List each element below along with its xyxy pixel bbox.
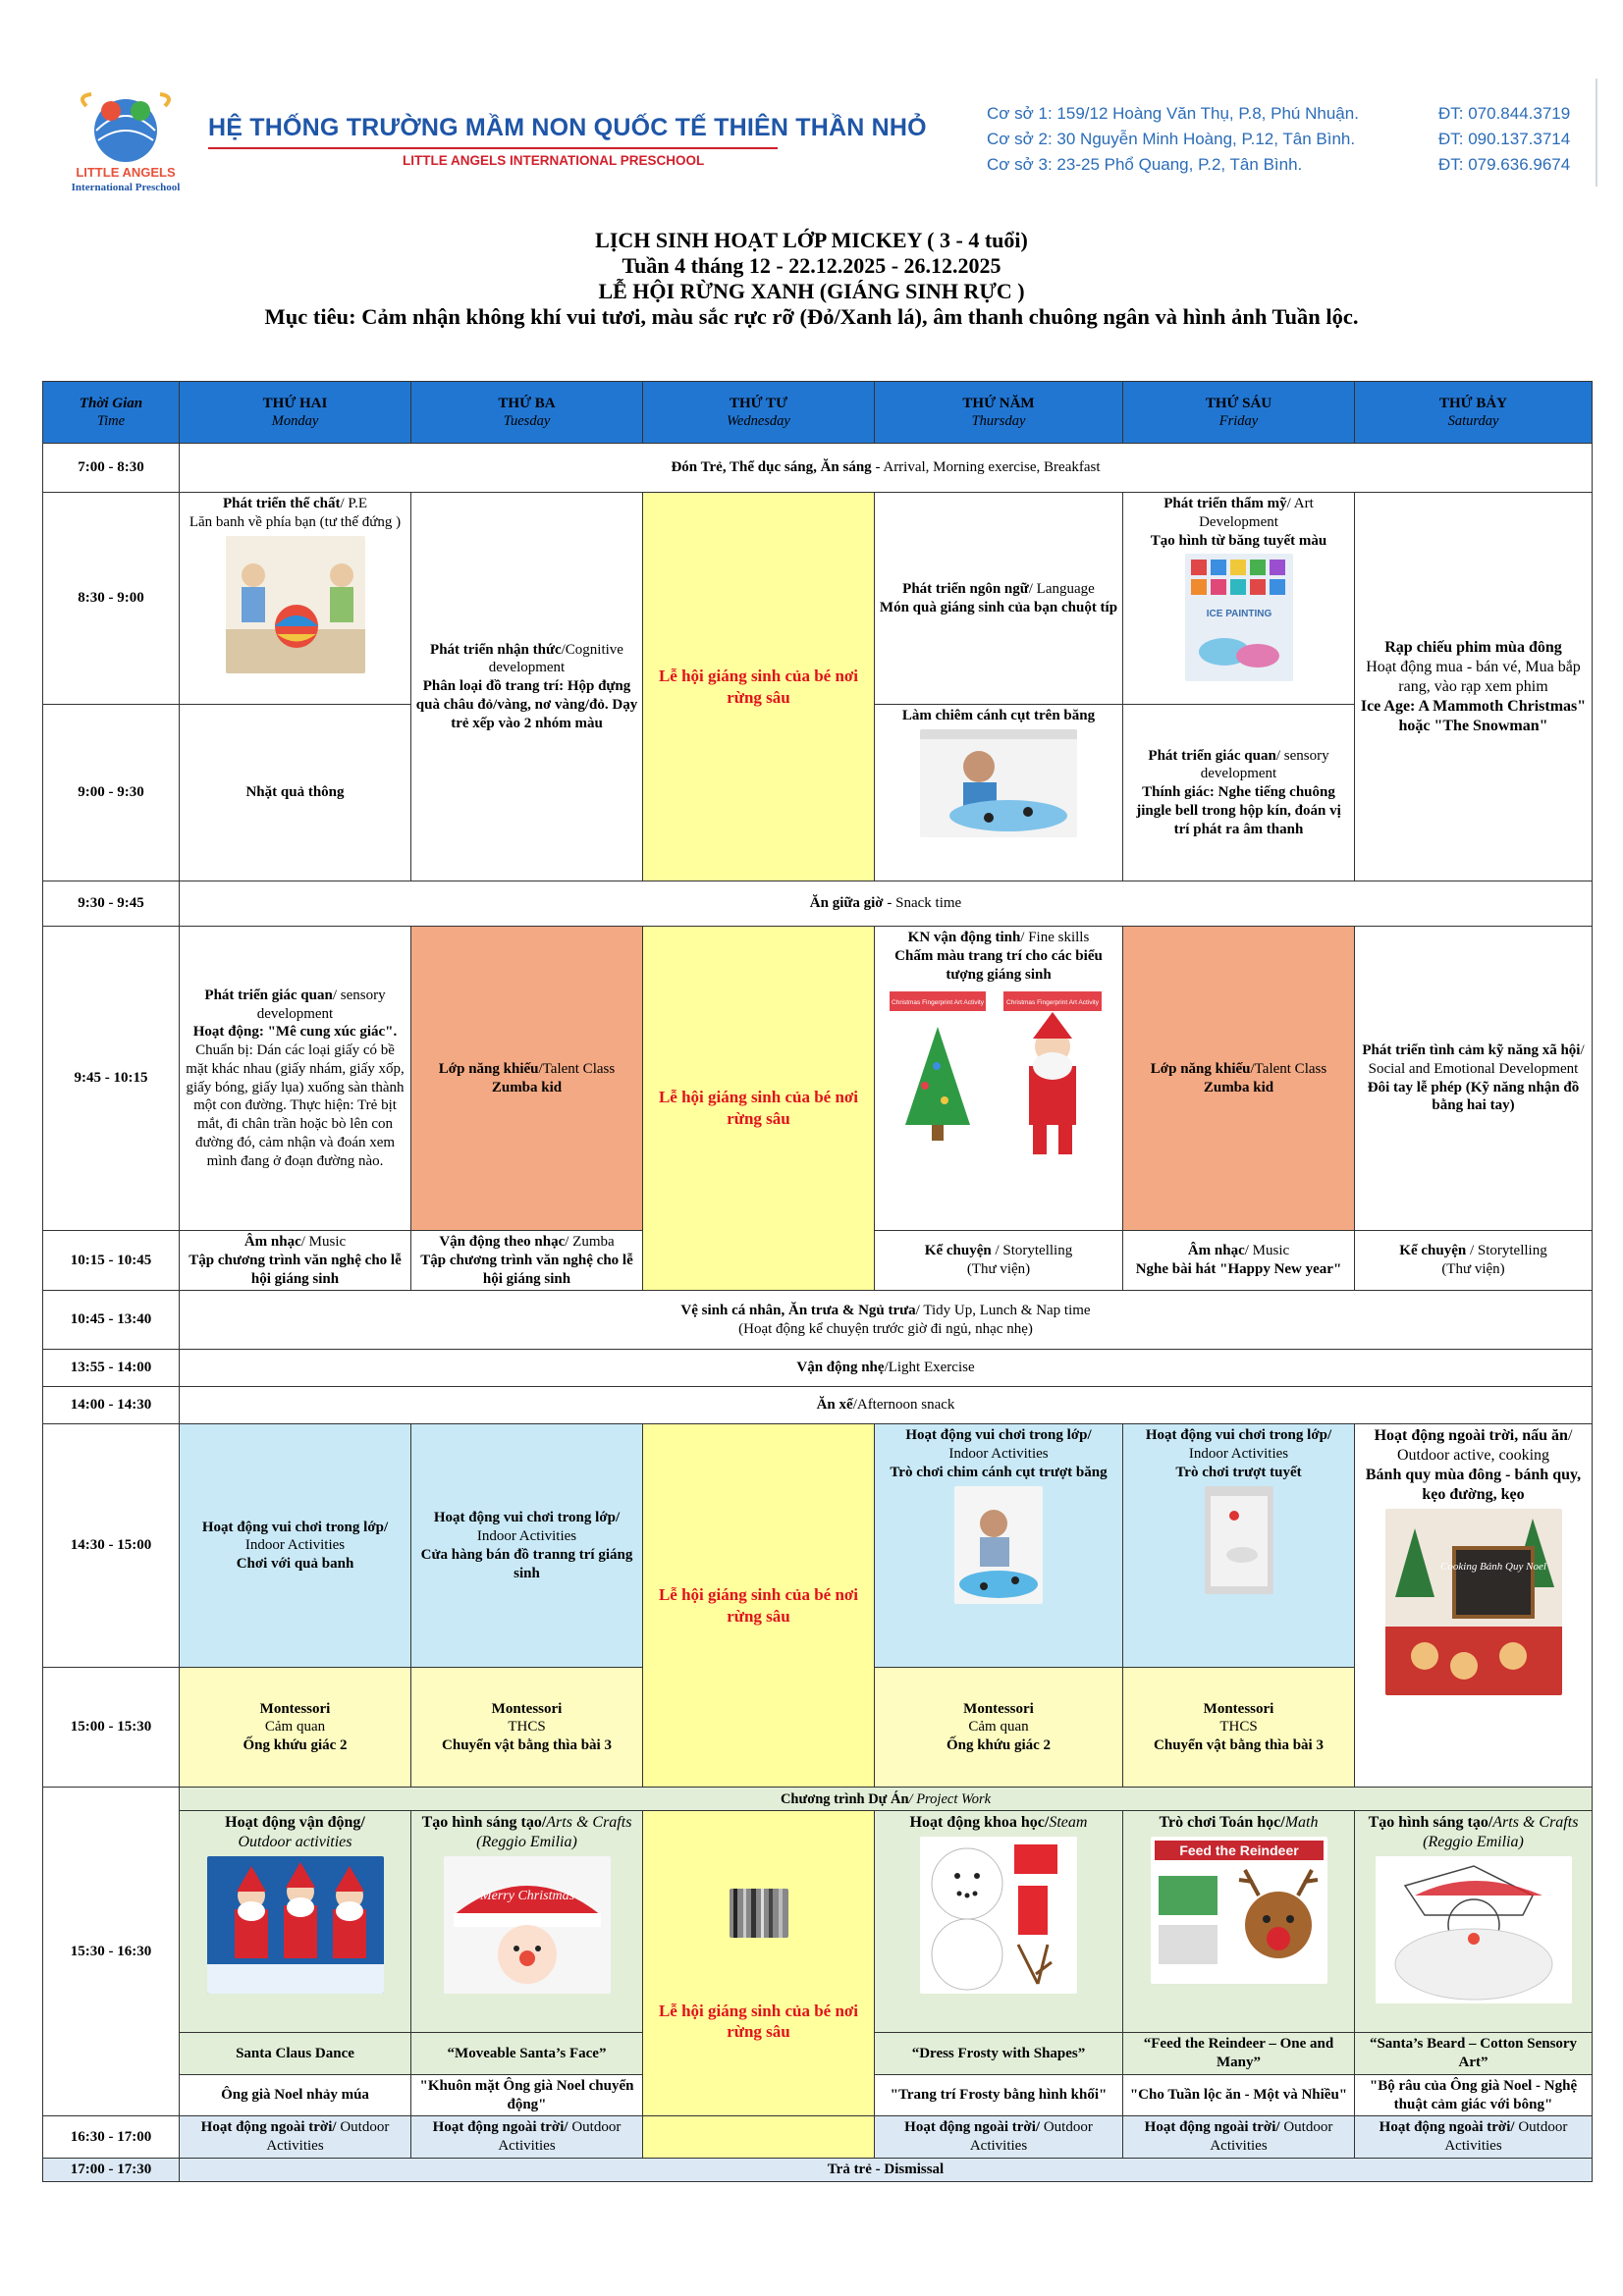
time-cell: 14:00 - 14:30 [43, 1387, 180, 1424]
table-row [43, 881, 1593, 927]
fri-project-title: “Feed the Reindeer – One and Many” [1123, 2033, 1355, 2075]
schedule-titles [0, 228, 1623, 330]
thu-penguin-cell: Làm chiêm cánh cụt trên băng [875, 705, 1123, 881]
time-cell: 13:55 - 14:00 [43, 1350, 180, 1387]
light-exercise-cell: Vận động nhẹ/Light Exercise [180, 1350, 1593, 1387]
time-cell: 16:30 - 17:00 [43, 2116, 180, 2159]
header-divider [1596, 79, 1597, 187]
kids-ball-illustration [226, 536, 365, 673]
time-cell: 14:30 - 15:00 [43, 1424, 180, 1668]
mon-music-cell: Âm nhạc/ Music Tập chương trình văn nghệ cho lễ hội giáng sinh [180, 1231, 411, 1291]
wed-festival-cell: Lễ hội giáng sinh của bé nơi rừng sâu [643, 1424, 875, 1788]
mon-pinecone-cell: Nhặt quả thông [180, 705, 411, 881]
table-row [43, 1350, 1593, 1387]
time-cell: 10:45 - 13:40 [43, 1291, 180, 1350]
snack-cell: Ăn giữa giờ - Snack time [180, 881, 1593, 927]
fri-outdoor-cell: Hoạt động ngoài trời/ Outdoor Activities [1123, 2116, 1355, 2159]
sat-story-cell: Kể chuyện / Storytelling (Thư viện) [1355, 1231, 1593, 1291]
fri-sensory-cell: Phát triển giác quan/ sensory development Thính giác: Nghe tiếng chuông jingle bell trong hộp kín, đoán vị trí phát ra âm thanh [1123, 705, 1355, 881]
header-tuesday: THỨ BA Tuesday [411, 382, 643, 444]
tue-project-title-vn: "Khuôn mặt Ông già Noel chuyển động" [411, 2074, 643, 2116]
header-friday: THỨ SÁU Friday [1123, 382, 1355, 444]
sat-outdoor-cell: Hoạt động ngoài trời/ Outdoor Activities [1355, 2116, 1593, 2159]
blurred-image [730, 1889, 788, 1938]
sat-cinema-cell: Rạp chiếu phim mùa đông Hoạt động mua - bán vé, Mua bắp rang, vào rạp xem phim Ice Age: A Mammoth Christmas" hoặc "The Snowman" [1355, 493, 1593, 881]
tue-zumba-cell: Vận động theo nhạc/ Zumba Tập chương trình văn nghệ cho lễ hội giáng sinh [411, 1231, 643, 1291]
header-thursday: THỨ NĂM Thursday [875, 382, 1123, 444]
thu-project-cell: Hoạt động khoa học/Steam [875, 1811, 1123, 2033]
penguin-skating-image [954, 1486, 1043, 1604]
tue-indoor-cell: Hoạt động vui chơi trong lớp/ Indoor Activities Cửa hàng bán đồ tranng trí giáng sinh [411, 1424, 643, 1668]
table-row [43, 1387, 1593, 1424]
sat-project-title: “Santa’s Beard – Cotton Sensory Art” [1355, 2033, 1593, 2075]
tue-montessori-cell: Montessori THCS Chuyển vật bằng thìa bài 3 [411, 1668, 643, 1788]
fri-project-cell: Trò chơi Toán học/Math Feed the Reindeer [1123, 1811, 1355, 2033]
thu-indoor-cell: Hoạt động vui chơi trong lớp/ Indoor Activities Trò chơi chim cánh cụt trượt băng [875, 1424, 1123, 1668]
time-cell: 15:30 - 16:30 [43, 1788, 180, 2116]
svg-text:Christmas Fingerprint Art Acti: Christmas Fingerprint Art Activity [1006, 999, 1099, 1007]
table-row [43, 1291, 1593, 1350]
time-cell: 7:00 - 8:30 [43, 444, 180, 493]
thu-project-title: “Dress Frosty with Shapes” [875, 2033, 1123, 2075]
table-row [43, 493, 1593, 705]
mon-montessori-cell: Montessori Cảm quan Ống khứu giác 2 [180, 1668, 411, 1788]
sat-cooking-cell: Hoạt động ngoài trời, nấu ăn/ Outdoor active, cooking Bánh quy mùa đông - bánh quy, kẹo đường, kẹo Cooking Bánh Quy Noel [1355, 1424, 1593, 1788]
title-class: LỊCH SINH HOẠT LỚP MICKEY ( 3 - 4 tuổi) [595, 228, 1028, 252]
fri-indoor-cell: Hoạt động vui chơi trong lớp/ Indoor Activities Trò chơi trượt tuyết [1123, 1424, 1355, 1668]
arrival-cell: Đón Trẻ, Thể dục sáng, Ăn sáng - Arrival, Morning exercise, Breakfast [180, 444, 1593, 493]
campus-3: Cơ sở 3: 23-25 Phổ Quang, P.2, Tân Bình. ĐT: 079.636.9674 [987, 155, 1571, 174]
project-work-banner: Chương trình Dự Án/ Project Work [180, 1788, 1593, 1811]
title-week: Tuần 4 tháng 12 - 22.12.2025 - 26.12.2025 [622, 253, 1001, 278]
frosty-shapes-image [920, 1837, 1077, 1994]
mon-project-title-vn: Ông già Noel nhảy múa [180, 2074, 411, 2116]
sat-project-title-vn: "Bộ râu của Ông già Noel - Nghệ thuật cảm giác với bông" [1355, 2074, 1593, 2116]
fri-talent-cell: Lớp năng khiếu/Talent Class Zumba kid [1123, 927, 1355, 1231]
sat-project-cell: Tạo hình sáng tạo/Arts & Crafts (Reggio Emilia) [1355, 1811, 1593, 2033]
tue-cognitive-cell: Phát triển nhận thức/Cognitive development Phân loại đồ trang trí: Hộp đựng quà châu đỏ/vàng, nơ vàng/đỏ. Dạy trẻ xếp vào 2 nhóm màu [411, 493, 643, 881]
ice-painting-image [1185, 554, 1293, 681]
table-header-row [43, 382, 1593, 444]
org-name-en: LITTLE ANGELS INTERNATIONAL PRESCHOOL [403, 153, 705, 168]
table-row [43, 1424, 1593, 1668]
header-time: Thời Gian Time [43, 382, 180, 444]
table-row [43, 444, 1593, 493]
time-cell: 9:30 - 9:45 [43, 881, 180, 927]
mon-project-title: Santa Claus Dance [180, 2033, 411, 2075]
tue-project-title: “Moveable Santa’s Face” [411, 2033, 643, 2075]
santa-face-craft-image [444, 1856, 611, 1994]
cookie-table-image [1385, 1509, 1562, 1695]
org-underline [208, 147, 778, 149]
snow-slide-image [1205, 1486, 1273, 1594]
tue-outdoor-cell: Hoạt động ngoài trời/ Outdoor Activities [411, 2116, 643, 2159]
time-cell: 10:15 - 10:45 [43, 1231, 180, 1291]
fri-music-cell: Âm nhạc/ Music Nghe bài hát "Happy New year" [1123, 1231, 1355, 1291]
time-cell: 9:45 - 10:15 [43, 927, 180, 1231]
wed-festival-cell: Lễ hội giáng sinh của bé nơi rừng sâu [643, 1811, 875, 2116]
fri-art-cell: Phát triển thẩm mỹ/ Art Development Tạo hình từ băng tuyết màu ICE PAINTING [1123, 493, 1355, 705]
thu-fine-skills-cell: KN vận động tinh/ Fine skills Chấm màu trang trí cho các biểu tượng giáng sinh Christmas Fingerprint Art Activity Christmas Fingerprint Art Activity [875, 927, 1123, 1231]
svg-text:ICE PAINTING: ICE PAINTING [1206, 609, 1271, 620]
time-cell: 17:00 - 17:30 [43, 2158, 180, 2181]
mon-indoor-cell: Hoạt động vui chơi trong lớp/ Indoor Activities Chơi với quả banh [180, 1424, 411, 1668]
sat-social-cell: Phát triển tình cảm kỹ năng xã hội/ Social and Emotional Development Đôi tay lễ phép (Kỹ năng nhận đồ bằng hai tay) [1355, 927, 1593, 1231]
dancing-santas-image [207, 1856, 384, 1994]
afternoon-snack-cell: Ăn xế/Afternoon snack [180, 1387, 1593, 1424]
wed-festival-cell: Lễ hội giáng sinh của bé nơi rừng sâu [643, 493, 875, 881]
thu-montessori-cell: Montessori Cảm quan Ống khứu giác 2 [875, 1668, 1123, 1788]
school-logo [57, 86, 194, 194]
mon-project-cell: Hoạt động vận động/ Outdoor activities [180, 1811, 411, 2033]
header-monday: THỨ HAI Monday [180, 382, 411, 444]
fingerprint-art-image [886, 988, 1111, 1184]
time-cell: 9:00 - 9:30 [43, 705, 180, 881]
svg-text:Feed the Reindeer: Feed the Reindeer [1178, 1842, 1299, 1859]
schedule-table [42, 381, 1593, 2182]
thu-language-cell: Phát triển ngôn ngữ/ Language Món quà giáng sinh của bạn chuột típ [875, 493, 1123, 705]
header-saturday: THỨ BẢY Saturday [1355, 382, 1593, 444]
org-name-vn: HỆ THỐNG TRƯỜNG MẦM NON QUỐC TẾ THIÊN THẦN NHỎ [208, 114, 927, 141]
mon-outdoor-cell: Hoạt động ngoài trời/ Outdoor Activities [180, 2116, 411, 2159]
lunch-nap-cell: Vệ sinh cá nhân, Ăn trưa & Ngủ trưa/ Tidy Up, Lunch & Nap time (Hoạt động kể chuyện trước giờ đi ngủ, nhạc nhẹ) [180, 1291, 1593, 1350]
thu-outdoor-cell: Hoạt động ngoài trời/ Outdoor Activities [875, 2116, 1123, 2159]
svg-text:International Preschool: International Preschool [71, 182, 181, 193]
table-row [43, 1788, 1593, 1811]
tue-project-cell: Tạo hình sáng tạo/Arts & Crafts (Reggio Emilia) Merry Christmas [411, 1811, 643, 2033]
thu-story-cell: Kể chuyện / Storytelling (Thư viện) [875, 1231, 1123, 1291]
mon-pe-cell: Phát triển thể chất/ P.E Lăn banh về phía bạn (tư thế đứng ) [180, 493, 411, 705]
penguin-activity-image [920, 729, 1077, 837]
santa-figures [235, 1862, 366, 1958]
tue-talent-cell: Lớp năng khiếu/Talent Class Zumba kid [411, 927, 643, 1231]
wed-festival-cell: Lễ hội giáng sinh của bé nơi rừng sâu [643, 927, 875, 1291]
svg-text:LITTLE ANGELS: LITTLE ANGELS [76, 165, 176, 180]
table-row [43, 1811, 1593, 2033]
fri-project-title-vn: "Cho Tuần lộc ăn - Một và Nhiều" [1123, 2074, 1355, 2116]
time-cell: 8:30 - 9:00 [43, 493, 180, 705]
mon-maze-cell: Phát triển giác quan/ sensory development Hoạt động: "Mê cung xúc giác". Chuẩn bị: Dán các loại giấy có bề mặt khác nhau (giấy nhám, giấy xốp, giấy bóng, giấy lụa) xuống sàn thành một con đường. Thực hiện: Trẻ bịt mắt, đi chân trần hoặc bò lên con đường đó, cảm nhận và đoán xem mình đang ở đoạn đường nào. [180, 927, 411, 1231]
svg-text:Merry Christmas: Merry Christmas [479, 1889, 574, 1904]
title-theme: LỄ HỘI RỪNG XANH (GIÁNG SINH RỰC ) [598, 279, 1025, 303]
page-header [0, 0, 1623, 206]
table-row [43, 2116, 1593, 2159]
santa-beard-image [1376, 1856, 1572, 2003]
campus-2: Cơ sở 2: 30 Nguyễn Minh Hoàng, P.12, Tân Bình. ĐT: 090.137.3714 [987, 130, 1571, 148]
time-cell: 15:00 - 15:30 [43, 1668, 180, 1788]
title-goal: Mục tiêu: Cảm nhận không khí vui tươi, màu sắc rực rỡ (Đỏ/Xanh lá), âm thanh chuông ngân và hình ảnh Tuần lộc. [264, 304, 1359, 329]
campus-1: Cơ sở 1: 159/12 Hoàng Văn Thụ, P.8, Phú Nhuận. ĐT: 070.844.3719 [987, 104, 1571, 123]
table-row [43, 2158, 1593, 2181]
table-row [43, 927, 1593, 1231]
dismissal-cell: Trả trẻ - Dismissal [180, 2158, 1593, 2181]
feed-reindeer-image [1151, 1837, 1327, 1984]
svg-text:Christmas Fingerprint Art Acti: Christmas Fingerprint Art Activity [892, 999, 984, 1007]
wed-festival-tail [643, 2116, 875, 2159]
svg-text:Cooking Bánh Quy Noel: Cooking Bánh Quy Noel [1439, 1561, 1546, 1574]
thu-project-title-vn: "Trang trí Frosty bằng hình khối" [875, 2074, 1123, 2116]
header-wednesday: THỨ TƯ Wednesday [643, 382, 875, 444]
fri-montessori-cell: Montessori THCS Chuyển vật bằng thìa bài 3 [1123, 1668, 1355, 1788]
